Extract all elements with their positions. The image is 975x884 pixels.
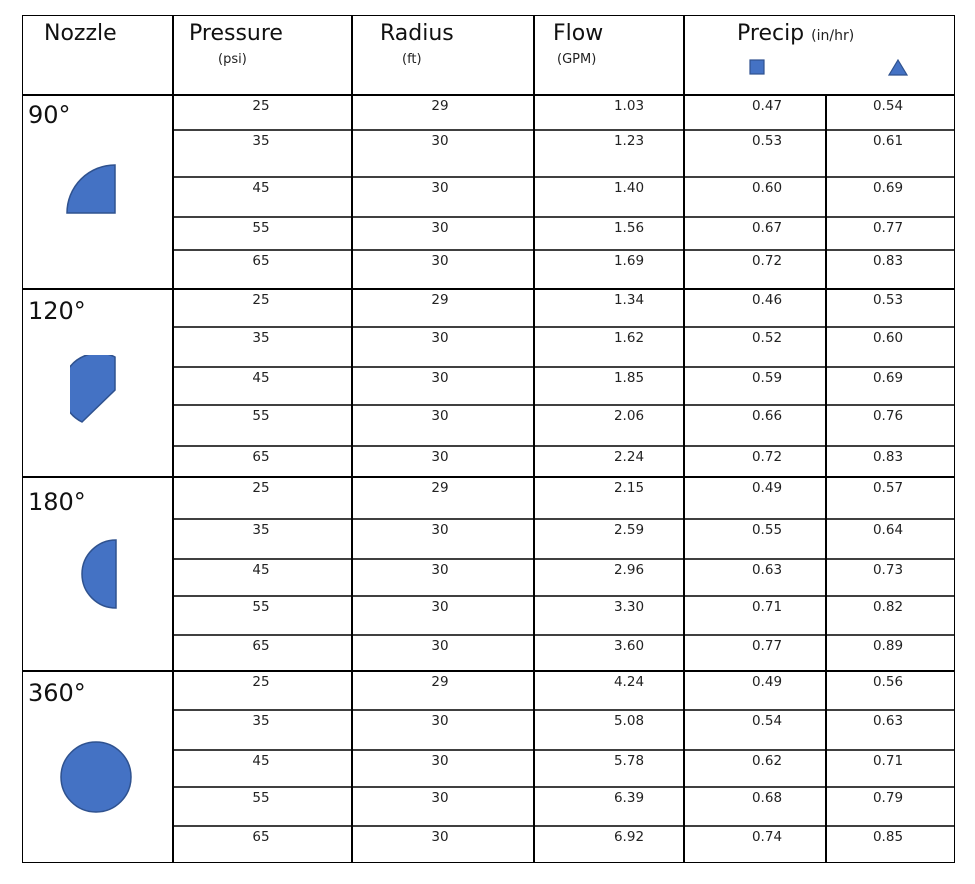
precip-square-cell: 0.46 <box>751 292 783 308</box>
radius-cell: 29 <box>431 674 449 690</box>
radius-cell: 29 <box>431 480 449 496</box>
nozzle-angle-180: 180° <box>28 488 86 516</box>
radius-cell: 30 <box>431 599 449 615</box>
precip-triangle-cell: 0.73 <box>872 562 904 578</box>
flow-cell: 1.34 <box>613 292 645 308</box>
half-circle-icon <box>77 538 119 610</box>
header-precip-unit: (in/hr) <box>811 28 855 44</box>
header-nozzle: Nozzle <box>44 21 117 46</box>
precip-square-cell: 0.49 <box>751 674 783 690</box>
precip-triangle-cell: 0.83 <box>872 449 904 465</box>
radius-cell: 30 <box>431 562 449 578</box>
precip-square-cell: 0.62 <box>751 753 783 769</box>
radius-cell: 30 <box>431 220 449 236</box>
pressure-cell: 25 <box>252 480 270 496</box>
pressure-cell: 35 <box>252 522 270 538</box>
flow-cell: 2.06 <box>613 408 645 424</box>
third-circle-icon <box>70 355 118 425</box>
flow-cell: 6.92 <box>613 829 645 845</box>
precip-triangle-cell: 0.79 <box>872 790 904 806</box>
precip-square-cell: 0.53 <box>751 133 783 149</box>
flow-cell: 1.69 <box>613 253 645 269</box>
flow-cell: 1.03 <box>613 98 645 114</box>
header-pressure: Pressure <box>189 21 283 46</box>
nozzle-performance-table <box>22 15 955 863</box>
radius-cell: 30 <box>431 638 449 654</box>
precip-triangle-cell: 0.82 <box>872 599 904 615</box>
pressure-cell: 65 <box>252 638 270 654</box>
pressure-cell: 45 <box>252 753 270 769</box>
precip-square-cell: 0.63 <box>751 562 783 578</box>
flow-cell: 2.15 <box>613 480 645 496</box>
precip-triangle-cell: 0.56 <box>872 674 904 690</box>
full-circle-icon <box>58 739 134 815</box>
radius-cell: 29 <box>431 98 449 114</box>
flow-cell: 3.60 <box>613 638 645 654</box>
precip-triangle-cell: 0.54 <box>872 98 904 114</box>
flow-cell: 6.39 <box>613 790 645 806</box>
precip-triangle-cell: 0.89 <box>872 638 904 654</box>
flow-cell: 2.59 <box>613 522 645 538</box>
radius-cell: 30 <box>431 753 449 769</box>
radius-cell: 30 <box>431 713 449 729</box>
precip-square-cell: 0.55 <box>751 522 783 538</box>
precip-triangle-cell: 0.69 <box>872 180 904 196</box>
precip-triangle-cell: 0.53 <box>872 292 904 308</box>
pressure-cell: 35 <box>252 330 270 346</box>
pressure-cell: 45 <box>252 562 270 578</box>
precip-triangle-cell: 0.83 <box>872 253 904 269</box>
header-precip <box>737 21 854 46</box>
radius-cell: 30 <box>431 408 449 424</box>
precip-triangle-cell: 0.63 <box>872 713 904 729</box>
nozzle-angle-120: 120° <box>28 297 86 325</box>
radius-cell: 30 <box>431 180 449 196</box>
flow-cell: 1.40 <box>613 180 645 196</box>
radius-cell: 29 <box>431 292 449 308</box>
pressure-cell: 65 <box>252 253 270 269</box>
flow-cell: 5.08 <box>613 713 645 729</box>
precip-square-cell: 0.59 <box>751 370 783 386</box>
precip-triangle-cell: 0.57 <box>872 480 904 496</box>
nozzle-angle-90: 90° <box>28 101 71 129</box>
precip-triangle-cell: 0.61 <box>872 133 904 149</box>
precip-square-cell: 0.67 <box>751 220 783 236</box>
pressure-cell: 45 <box>252 370 270 386</box>
pressure-cell: 35 <box>252 133 270 149</box>
precip-triangle-cell: 0.77 <box>872 220 904 236</box>
pressure-cell: 45 <box>252 180 270 196</box>
pressure-cell: 55 <box>252 790 270 806</box>
flow-cell: 2.24 <box>613 449 645 465</box>
radius-cell: 30 <box>431 253 449 269</box>
radius-cell: 30 <box>431 790 449 806</box>
radius-cell: 30 <box>431 330 449 346</box>
precip-triangle-cell: 0.69 <box>872 370 904 386</box>
flow-cell: 1.85 <box>613 370 645 386</box>
precip-square-cell: 0.66 <box>751 408 783 424</box>
flow-cell: 1.23 <box>613 133 645 149</box>
pressure-cell: 25 <box>252 98 270 114</box>
precip-square-cell: 0.74 <box>751 829 783 845</box>
precip-triangle-cell: 0.60 <box>872 330 904 346</box>
flow-cell: 1.56 <box>613 220 645 236</box>
radius-cell: 30 <box>431 829 449 845</box>
radius-cell: 30 <box>431 449 449 465</box>
precip-square-cell: 0.49 <box>751 480 783 496</box>
precip-square-cell: 0.60 <box>751 180 783 196</box>
header-flow-unit: (GPM) <box>557 52 597 67</box>
precip-triangle-cell: 0.64 <box>872 522 904 538</box>
radius-cell: 30 <box>431 370 449 386</box>
precip-triangle-cell: 0.76 <box>872 408 904 424</box>
flow-cell: 4.24 <box>613 674 645 690</box>
pressure-cell: 25 <box>252 292 270 308</box>
nozzle-angle-360: 360° <box>28 679 86 707</box>
pressure-cell: 35 <box>252 713 270 729</box>
precip-square-cell: 0.52 <box>751 330 783 346</box>
flow-cell: 1.62 <box>613 330 645 346</box>
flow-cell: 3.30 <box>613 599 645 615</box>
radius-cell: 30 <box>431 522 449 538</box>
precip-square-cell: 0.68 <box>751 790 783 806</box>
header-precip-label: Precip <box>737 21 805 46</box>
flow-cell: 5.78 <box>613 753 645 769</box>
quarter-circle-icon <box>64 163 118 215</box>
flow-cell: 2.96 <box>613 562 645 578</box>
precip-square-cell: 0.71 <box>751 599 783 615</box>
table-grid <box>22 15 955 863</box>
precip-square-cell: 0.54 <box>751 713 783 729</box>
triangle-icon <box>888 59 908 76</box>
pressure-cell: 55 <box>252 408 270 424</box>
precip-square-cell: 0.47 <box>751 98 783 114</box>
header-radius: Radius <box>380 21 454 46</box>
pressure-cell: 65 <box>252 829 270 845</box>
precip-triangle-cell: 0.71 <box>872 753 904 769</box>
pressure-cell: 65 <box>252 449 270 465</box>
pressure-cell: 55 <box>252 220 270 236</box>
precip-square-cell: 0.72 <box>751 449 783 465</box>
pressure-cell: 55 <box>252 599 270 615</box>
radius-cell: 30 <box>431 133 449 149</box>
header-pressure-unit: (psi) <box>218 52 247 67</box>
square-icon <box>749 59 765 75</box>
precip-square-cell: 0.77 <box>751 638 783 654</box>
header-flow: Flow <box>553 21 604 46</box>
precip-triangle-cell: 0.85 <box>872 829 904 845</box>
header-radius-unit: (ft) <box>402 52 422 67</box>
pressure-cell: 25 <box>252 674 270 690</box>
precip-square-cell: 0.72 <box>751 253 783 269</box>
